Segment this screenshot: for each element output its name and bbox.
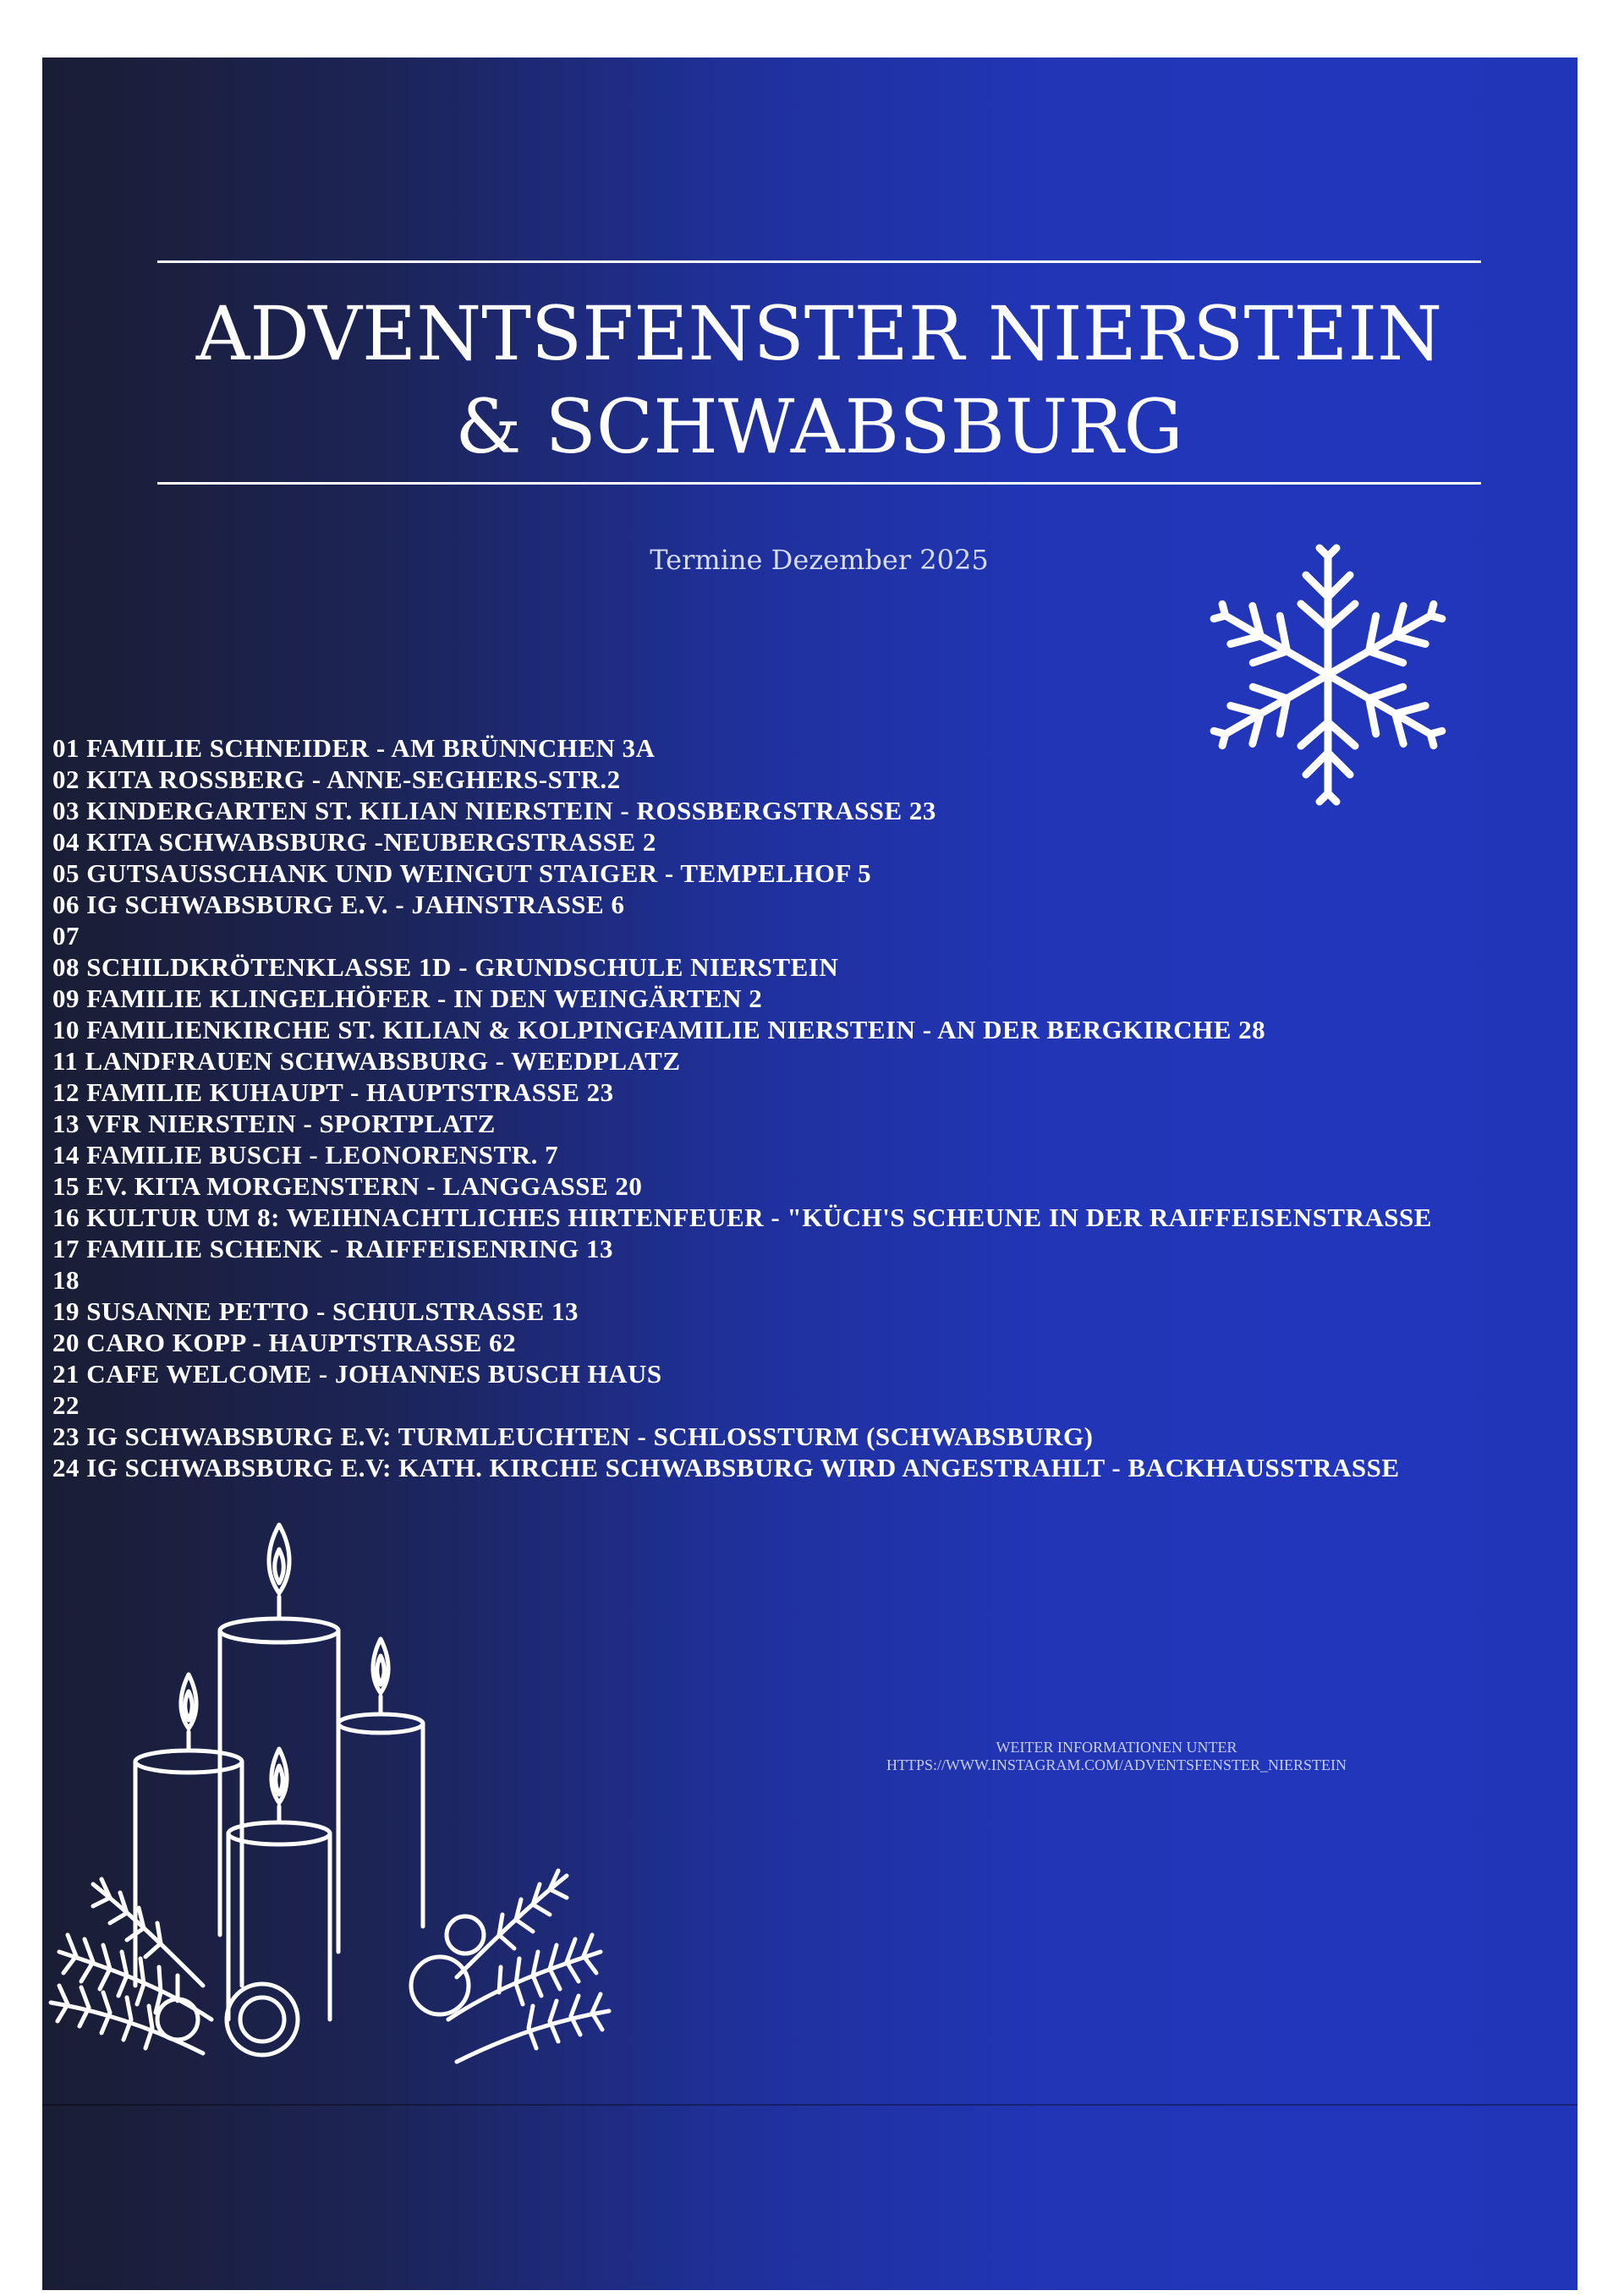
list-item: 20 CARO KOPP - HAUPTSTRASSE 62 — [52, 1328, 517, 1357]
list-item: 22 — [52, 1390, 80, 1420]
list-item: 13 VFR NIERSTEIN - SPORTPLATZ — [52, 1109, 496, 1138]
list-item: 16 KULTUR UM 8: WEIHNACHTLICHES HIRTENFEUER - "KÜCH'S SCHEUNE IN DER RAIFFEISENSTRASSE — [52, 1203, 1432, 1232]
title-bottom-rule — [157, 482, 1481, 485]
info-url[interactable]: HTTPS://WWW.INSTAGRAM.COM/ADVENTSFENSTER_NIERSTEIN — [886, 1756, 1347, 1773]
page-title-line-1: ADVENTSFENSTER NIERSTEIN — [195, 290, 1443, 377]
list-item: 03 KINDERGARTEN ST. KILIAN NIERSTEIN - ROSSBERGSTRASSE 23 — [52, 796, 936, 825]
list-item: 08 SCHILDKRÖTENKLASSE 1D - GRUNDSCHULE NIERSTEIN — [52, 952, 839, 982]
list-item: 11 LANDFRAUEN SCHWABSBURG - WEEDPLATZ — [52, 1046, 681, 1076]
poster — [42, 58, 1577, 2290]
list-item: 12 FAMILIE KUHAUPT - HAUPTSTRASSE 23 — [52, 1077, 614, 1107]
scan-line — [42, 2104, 1577, 2106]
info-footer — [694, 1739, 1539, 1774]
list-item: 01 FAMILIE SCHNEIDER - AM BRÜNNCHEN 3A — [52, 733, 656, 763]
list-item: 02 KITA ROSSBERG - ANNE-SEGHERS-STR.2 — [52, 764, 621, 794]
list-item: 04 KITA SCHWABSBURG -NEUBERGSTRASSE 2 — [52, 827, 656, 857]
list-item: 18 — [52, 1265, 80, 1295]
subtitle: Termine Dezember 2025 — [650, 544, 989, 576]
advent-candles-illustration — [42, 1478, 617, 2070]
list-item: 19 SUSANNE PETTO - SCHULSTRASSE 13 — [52, 1296, 579, 1326]
list-item: 07 — [52, 921, 80, 951]
list-item: 09 FAMILIE KLINGELHÖFER - IN DEN WEINGÄRTEN 2 — [52, 984, 763, 1013]
list-item: 15 EV. KITA MORGENSTERN - LANGGASSE 20 — [52, 1171, 643, 1201]
list-item: 05 GUTSAUSSCHANK UND WEINGUT STAIGER - TEMPELHOF 5 — [52, 858, 872, 888]
page-title-line-2: & SCHWABSBURG — [455, 383, 1183, 470]
list-item: 10 FAMILIENKIRCHE ST. KILIAN & KOLPINGFAMILIE NIERSTEIN - AN DER BERGKIRCHE 28 — [52, 1015, 1266, 1044]
list-item: 24 IG SCHWABSBURG E.V: KATH. KIRCHE SCHWABSBURG WIRD ANGESTRAHLT - BACKHAUSSTRASSE — [52, 1453, 1400, 1482]
title-top-rule — [157, 260, 1481, 263]
info-line-1: WEITER INFORMATIONEN UNTER — [996, 1739, 1237, 1756]
list-item: 17 FAMILIE SCHENK - RAIFFEISENRING 13 — [52, 1234, 613, 1263]
list-item: 06 IG SCHWABSBURG E.V. - JAHNSTRASSE 6 — [52, 890, 625, 919]
event-list — [52, 732, 1432, 1483]
list-item: 14 FAMILIE BUSCH - LEONORENSTR. 7 — [52, 1140, 559, 1170]
list-item: 21 CAFE WELCOME - JOHANNES BUSCH HAUS — [52, 1359, 662, 1389]
list-item: 23 IG SCHWABSBURG E.V: TURMLEUCHTEN - SCHLOSSTURM (SCHWABSBURG) — [52, 1422, 1094, 1451]
